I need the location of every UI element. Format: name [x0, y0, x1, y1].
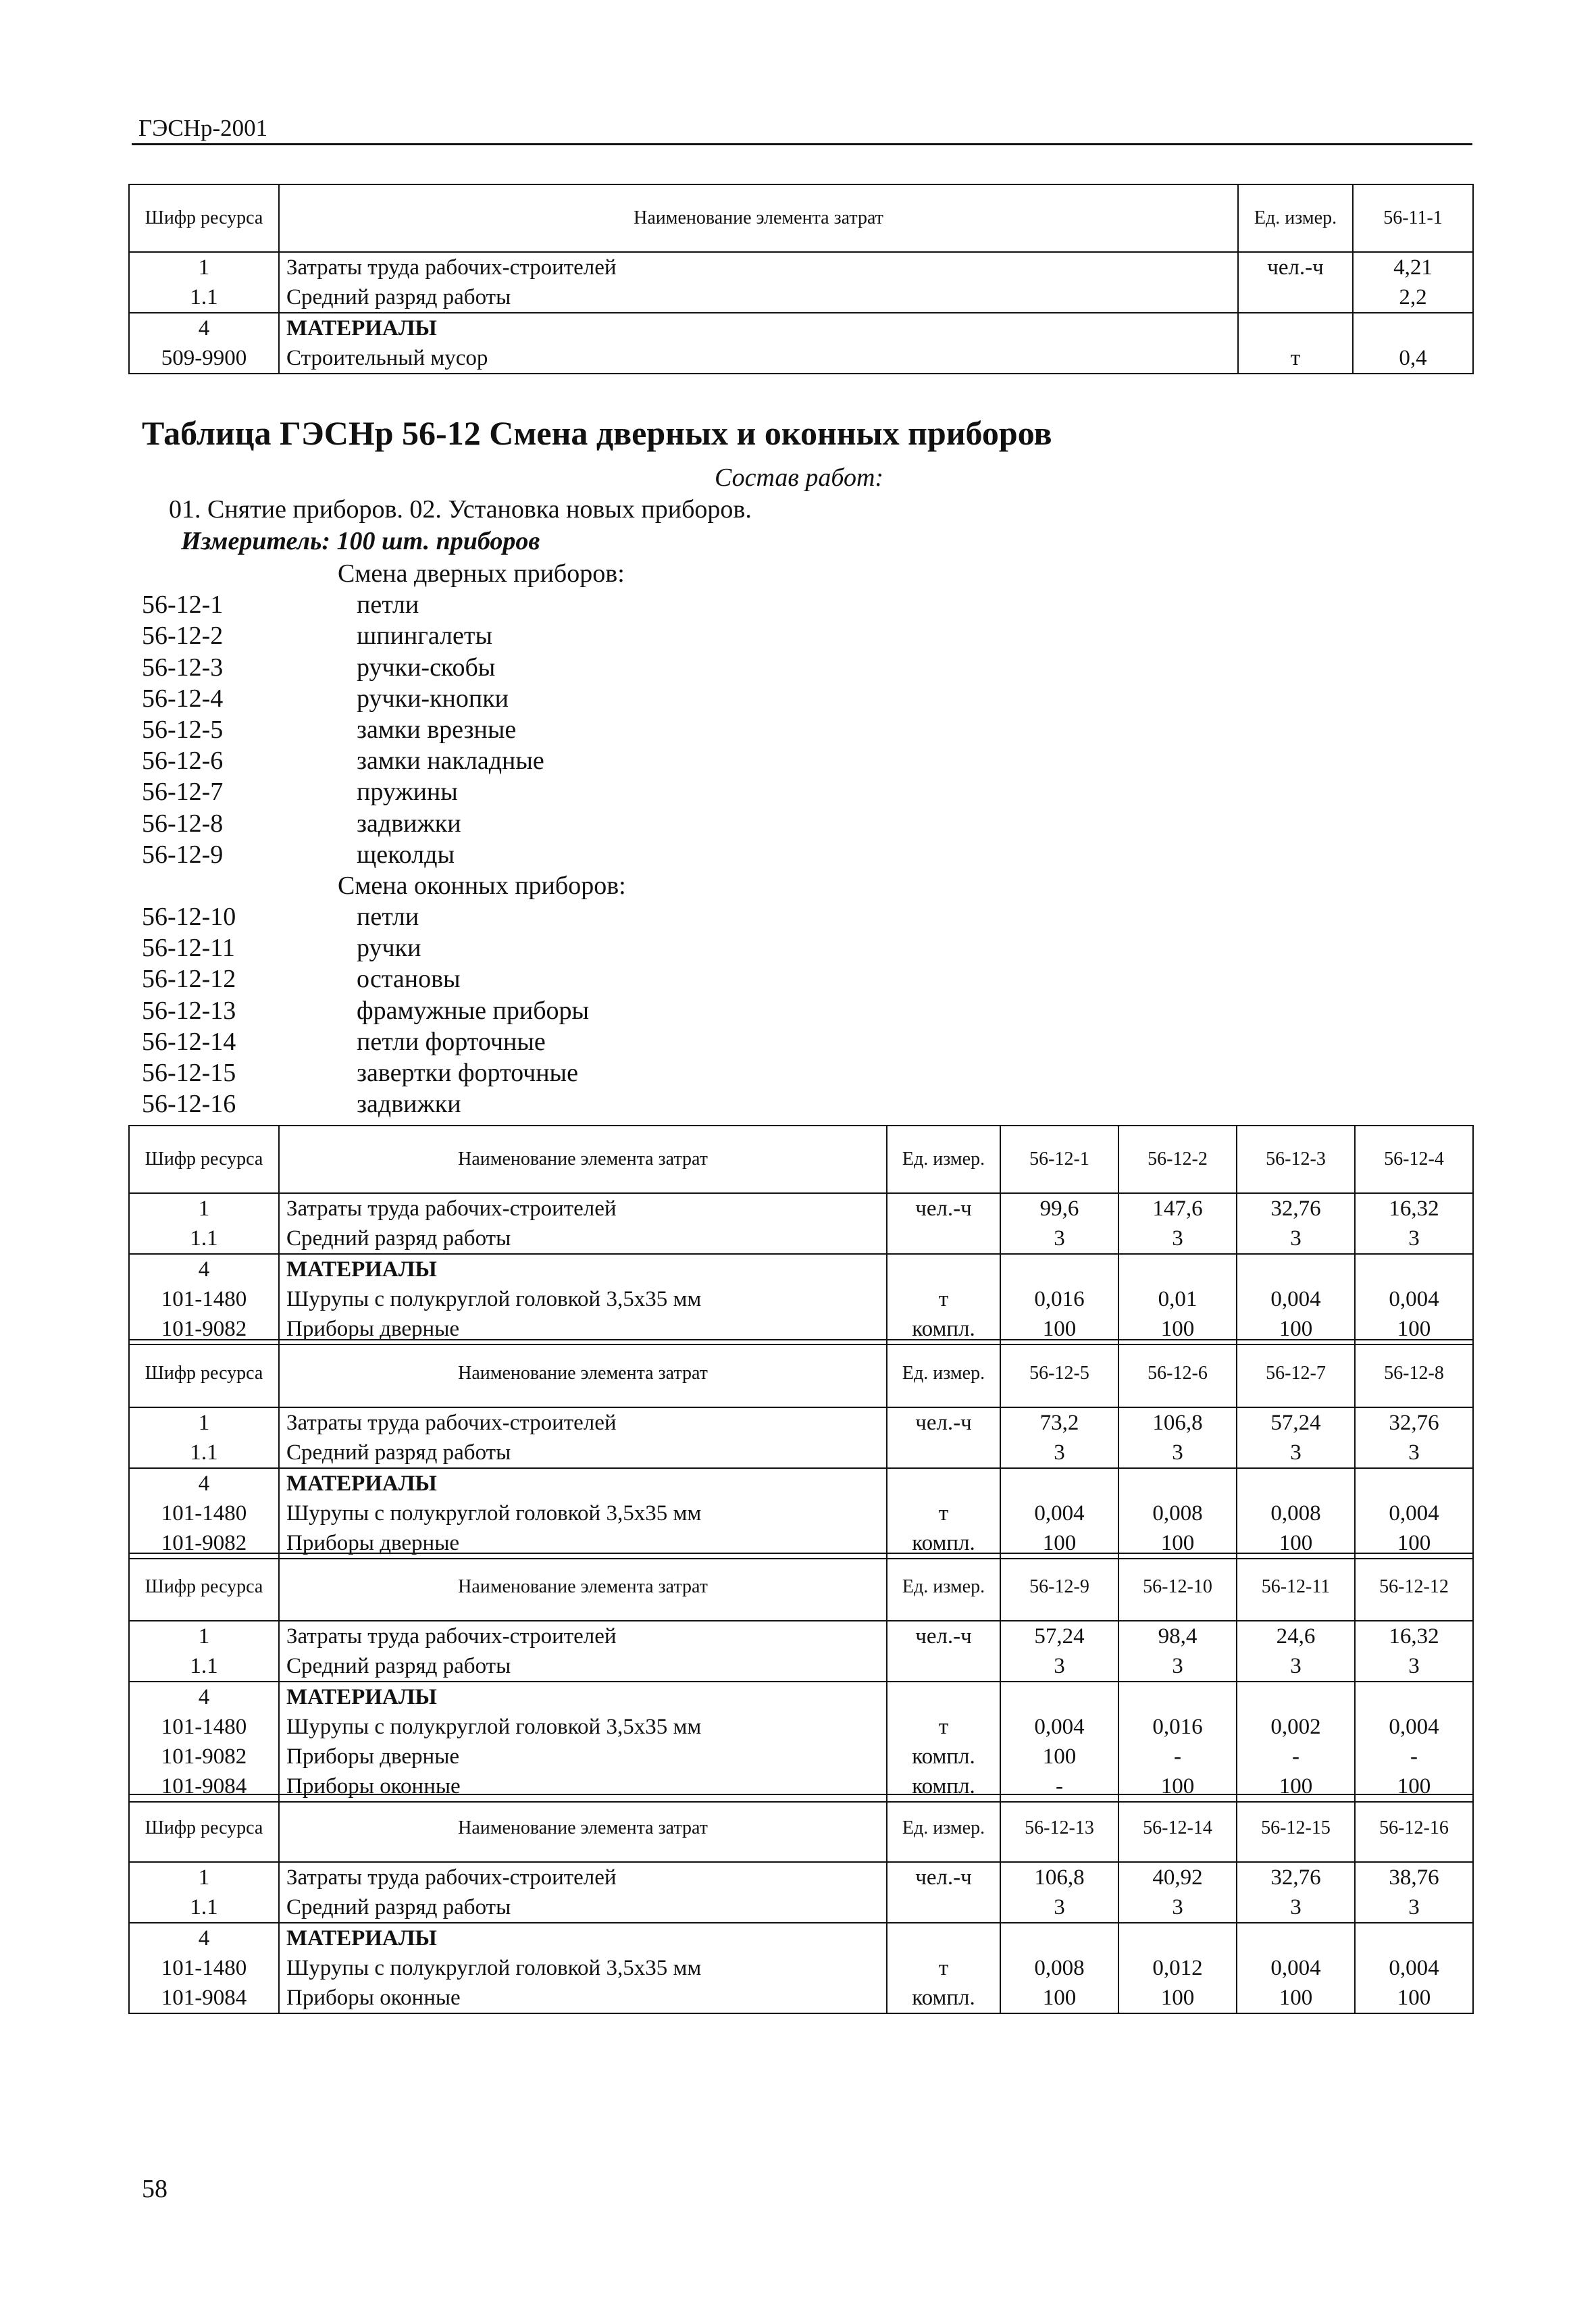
resource-code: 1	[129, 252, 279, 282]
value-cell	[1353, 313, 1473, 343]
item-code: 56-12-3	[142, 653, 224, 682]
value-cell: -	[1000, 1771, 1118, 1802]
item-name: шпингалеты	[357, 622, 493, 651]
table-row	[129, 1923, 1473, 1953]
value-cell: 100	[1118, 1528, 1237, 1559]
name-header: Наименование элемента затрат	[279, 184, 1238, 252]
table-row	[129, 1468, 1473, 1499]
value-cell	[1237, 1254, 1355, 1284]
item-name: ручки-кнопки	[357, 684, 509, 713]
resource-name: Приборы дверные	[279, 1314, 887, 1344]
resource-name: Строительный мусор	[279, 343, 1238, 374]
value-cell: 3	[1237, 1438, 1355, 1468]
value-cell: 0,008	[1237, 1499, 1355, 1528]
resource-code: 101-1480	[129, 1712, 279, 1742]
resource-code: 1.1	[129, 282, 279, 313]
composition-label: Состав работ:	[715, 463, 884, 492]
value-cell: 3	[1000, 1892, 1118, 1923]
value-cell: 0,004	[1355, 1712, 1473, 1742]
section-title: Таблица ГЭСНр 56-12 Смена дверных и оконных приборов	[142, 414, 1052, 452]
item-code: 56-12-5	[142, 715, 224, 744]
resource-name: Средний разряд работы	[279, 282, 1238, 313]
norm-code-header: 56-12-14	[1118, 1794, 1237, 1862]
norm-code-header: 56-11-1	[1353, 184, 1473, 252]
resource-name: Приборы оконные	[279, 1983, 887, 2013]
value-cell: 100	[1000, 1528, 1118, 1559]
norm-code-header: 56-12-5	[1000, 1340, 1118, 1407]
value-cell	[1000, 1682, 1118, 1712]
header-row	[129, 1126, 1473, 1193]
unit: чел.-ч	[887, 1407, 1000, 1438]
value-cell: 3	[1355, 1224, 1473, 1254]
table-row	[129, 1682, 1473, 1712]
value-cell: 100	[1355, 1528, 1473, 1559]
norm-code-header: 56-12-10	[1118, 1553, 1237, 1621]
running-header: ГЭСНр-2001	[138, 115, 268, 141]
resource-name: Затраты труда рабочих-строителей	[279, 252, 1238, 282]
composition-text: 01. Снятие приборов. 02. Установка новых приборов.	[169, 495, 752, 524]
value-cell: 100	[1237, 1983, 1355, 2013]
unit	[887, 1651, 1000, 1682]
resource-name: МАТЕРИАЛЫ	[279, 313, 1238, 343]
table-row	[129, 313, 1473, 343]
item-name: ручки	[357, 934, 421, 963]
resource-code: 1	[129, 1407, 279, 1438]
unit: чел.-ч	[887, 1862, 1000, 1892]
norm-code-header: 56-12-3	[1237, 1126, 1355, 1193]
item-name: петли	[357, 903, 419, 932]
resource-name: Средний разряд работы	[279, 1224, 887, 1254]
unit: чел.-ч	[1238, 252, 1353, 282]
item-code: 56-12-16	[142, 1090, 236, 1119]
value-cell: 0,002	[1237, 1712, 1355, 1742]
table-row	[129, 1742, 1473, 1771]
norm-code-header: 56-12-9	[1000, 1553, 1118, 1621]
item-name: петли форточные	[357, 1027, 546, 1056]
code-header: Шифр ресурса	[129, 1553, 279, 1621]
norm-code-header: 56-12-4	[1355, 1126, 1473, 1193]
item-code: 56-12-12	[142, 965, 236, 994]
value-cell: 100	[1237, 1771, 1355, 1802]
name-header: Наименование элемента затрат	[279, 1553, 887, 1621]
code-header: Шифр ресурса	[129, 1340, 279, 1407]
table-row	[129, 1892, 1473, 1923]
table-row	[129, 1953, 1473, 1983]
table-row	[129, 282, 1473, 313]
item-name: фрамужные приборы	[357, 996, 590, 1025]
value-cell: 3	[1355, 1892, 1473, 1923]
resource-name: Шурупы с полукруглой головкой 3,5х35 мм	[279, 1712, 887, 1742]
value-cell: 32,76	[1237, 1193, 1355, 1224]
resource-code: 4	[129, 1682, 279, 1712]
resource-code: 101-9084	[129, 1983, 279, 2013]
value-cell: 3	[1355, 1438, 1473, 1468]
header-row	[129, 184, 1473, 252]
value-cell: 0,008	[1000, 1953, 1118, 1983]
page-number: 58	[142, 2175, 168, 2203]
value-cell: 106,8	[1118, 1407, 1237, 1438]
resource-name: МАТЕРИАЛЫ	[279, 1682, 887, 1712]
value-cell	[1000, 1923, 1118, 1953]
resource-code: 4	[129, 1468, 279, 1499]
header-row	[129, 1553, 1473, 1621]
norm-code-header: 56-12-6	[1118, 1340, 1237, 1407]
unit: компл.	[887, 1771, 1000, 1802]
item-code: 56-12-7	[142, 778, 224, 807]
value-cell: 40,92	[1118, 1862, 1237, 1892]
value-cell: 38,76	[1355, 1862, 1473, 1892]
value-cell: 32,76	[1237, 1862, 1355, 1892]
norm-code-header: 56-12-12	[1355, 1553, 1473, 1621]
resource-code: 1	[129, 1862, 279, 1892]
resource-code: 4	[129, 313, 279, 343]
table-row	[129, 343, 1473, 374]
value-cell: 0,004	[1355, 1499, 1473, 1528]
cost-table-56-12-1-4	[128, 1125, 1474, 1345]
cost-table-56-11	[128, 184, 1474, 374]
unit: т	[887, 1499, 1000, 1528]
resource-name: Шурупы с полукруглой головкой 3,5х35 мм	[279, 1953, 887, 1983]
value-cell: 3	[1118, 1651, 1237, 1682]
item-code: 56-12-8	[142, 809, 224, 838]
item-name: замки врезные	[357, 715, 517, 744]
value-cell: 3	[1118, 1892, 1237, 1923]
norm-code-header: 56-12-1	[1000, 1126, 1118, 1193]
unit-header: Ед. измер.	[887, 1553, 1000, 1621]
norm-code-header: 56-12-7	[1237, 1340, 1355, 1407]
resource-code: 4	[129, 1923, 279, 1953]
value-cell: 100	[1237, 1314, 1355, 1344]
value-cell: 57,24	[1000, 1621, 1118, 1651]
value-cell: 3	[1000, 1438, 1118, 1468]
resource-name: Затраты труда рабочих-строителей	[279, 1862, 887, 1892]
resource-code: 1.1	[129, 1892, 279, 1923]
table-row	[129, 1193, 1473, 1224]
value-cell: 100	[1000, 1314, 1118, 1344]
code-header: Шифр ресурса	[129, 184, 279, 252]
group-label: Смена оконных приборов:	[338, 871, 626, 900]
resource-name: Шурупы с полукруглой головкой 3,5х35 мм	[279, 1499, 887, 1528]
item-code: 56-12-1	[142, 590, 224, 620]
cost-table-body	[129, 184, 1473, 374]
item-code: 56-12-10	[142, 903, 236, 932]
norm-code-header: 56-12-15	[1237, 1794, 1355, 1862]
value-cell	[1000, 1468, 1118, 1499]
unit	[887, 1224, 1000, 1254]
resource-name: Средний разряд работы	[279, 1438, 887, 1468]
unit	[887, 1468, 1000, 1499]
norm-code-header: 56-12-13	[1000, 1794, 1118, 1862]
value-cell: 0,004	[1355, 1284, 1473, 1314]
resource-code: 101-9082	[129, 1528, 279, 1559]
unit	[1238, 313, 1353, 343]
value-cell: 3	[1237, 1892, 1355, 1923]
resource-name: Средний разряд работы	[279, 1651, 887, 1682]
unit: т	[887, 1712, 1000, 1742]
value-cell: 0,004	[1355, 1953, 1473, 1983]
resource-name: Затраты труда рабочих-строителей	[279, 1621, 887, 1651]
value-cell	[1118, 1468, 1237, 1499]
unit-header: Ед. измер.	[1238, 184, 1353, 252]
unit	[1238, 282, 1353, 313]
code-header: Шифр ресурса	[129, 1126, 279, 1193]
value-cell: 100	[1118, 1771, 1237, 1802]
value-cell	[1355, 1254, 1473, 1284]
unit-header: Ед. измер.	[887, 1794, 1000, 1862]
item-name: остановы	[357, 965, 461, 994]
item-name: завертки форточные	[357, 1059, 578, 1087]
value-cell: 0,004	[1000, 1712, 1118, 1742]
value-cell: -	[1118, 1742, 1237, 1771]
resource-code: 101-1480	[129, 1284, 279, 1314]
norm-code-header: 56-12-2	[1118, 1126, 1237, 1193]
unit: т	[887, 1953, 1000, 1983]
resource-name: МАТЕРИАЛЫ	[279, 1254, 887, 1284]
value-cell	[1237, 1468, 1355, 1499]
value-cell: 24,6	[1237, 1621, 1355, 1651]
value-cell: 3	[1118, 1438, 1237, 1468]
unit: компл.	[887, 1314, 1000, 1344]
cost-table-56-12-9-12	[128, 1553, 1474, 1803]
resource-code: 1.1	[129, 1224, 279, 1254]
item-code: 56-12-14	[142, 1027, 236, 1056]
value-cell	[1355, 1682, 1473, 1712]
unit: т	[887, 1284, 1000, 1314]
table-row	[129, 1254, 1473, 1284]
cost-table-56-12-5-8	[128, 1339, 1474, 1559]
value-cell	[1237, 1923, 1355, 1953]
resource-name: Приборы оконные	[279, 1771, 887, 1802]
table-row	[129, 1862, 1473, 1892]
unit	[887, 1923, 1000, 1953]
value-cell: 3	[1237, 1651, 1355, 1682]
table-row	[129, 1224, 1473, 1254]
resource-code: 1.1	[129, 1438, 279, 1468]
value-cell	[1118, 1254, 1237, 1284]
meter-line: Измеритель: 100 шт. приборов	[181, 527, 540, 555]
resource-code: 101-1480	[129, 1499, 279, 1528]
name-header: Наименование элемента затрат	[279, 1340, 887, 1407]
value-cell: 0,008	[1118, 1499, 1237, 1528]
resource-name: Средний разряд работы	[279, 1892, 887, 1923]
unit	[887, 1682, 1000, 1712]
unit-header: Ед. измер.	[887, 1340, 1000, 1407]
table-row	[129, 1712, 1473, 1742]
item-code: 56-12-15	[142, 1059, 236, 1087]
value-cell: 100	[1355, 1771, 1473, 1802]
unit-header: Ед. измер.	[887, 1126, 1000, 1193]
table-row	[129, 1499, 1473, 1528]
name-header: Наименование элемента затрат	[279, 1126, 887, 1193]
value-cell: 99,6	[1000, 1193, 1118, 1224]
resource-code: 1	[129, 1193, 279, 1224]
unit: чел.-ч	[887, 1193, 1000, 1224]
value-cell: 4,21	[1353, 252, 1473, 282]
resource-code: 1	[129, 1621, 279, 1651]
table-row	[129, 1438, 1473, 1468]
value-cell: 98,4	[1118, 1621, 1237, 1651]
table-row	[129, 1983, 1473, 2013]
value-cell: -	[1237, 1742, 1355, 1771]
value-cell: 3	[1237, 1224, 1355, 1254]
value-cell: 57,24	[1237, 1407, 1355, 1438]
header-row	[129, 1340, 1473, 1407]
item-name: задвижки	[357, 809, 461, 838]
unit	[887, 1438, 1000, 1468]
value-cell: 0,004	[1237, 1284, 1355, 1314]
header-row	[129, 1794, 1473, 1862]
item-name: замки накладные	[357, 747, 544, 776]
value-cell: 147,6	[1118, 1193, 1237, 1224]
resource-name: МАТЕРИАЛЫ	[279, 1923, 887, 1953]
value-cell: 100	[1237, 1528, 1355, 1559]
item-code: 56-12-2	[142, 622, 224, 651]
value-cell: 3	[1118, 1224, 1237, 1254]
value-cell: 100	[1355, 1314, 1473, 1344]
value-cell: 0,01	[1118, 1284, 1237, 1314]
value-cell: 0,4	[1353, 343, 1473, 374]
item-code: 56-12-4	[142, 684, 224, 713]
unit: компл.	[887, 1528, 1000, 1559]
value-cell: 100	[1000, 1983, 1118, 2013]
item-name: пружины	[357, 778, 458, 807]
value-cell: 16,32	[1355, 1193, 1473, 1224]
unit: компл.	[887, 1983, 1000, 2013]
value-cell: 100	[1000, 1742, 1118, 1771]
resource-name: Затраты труда рабочих-строителей	[279, 1193, 887, 1224]
table-row	[129, 252, 1473, 282]
value-cell	[1237, 1682, 1355, 1712]
value-cell: 100	[1118, 1983, 1237, 2013]
value-cell: 0,004	[1000, 1499, 1118, 1528]
resource-code: 1.1	[129, 1651, 279, 1682]
table-row	[129, 1621, 1473, 1651]
value-cell: 0,004	[1237, 1953, 1355, 1983]
value-cell: 3	[1000, 1224, 1118, 1254]
unit: чел.-ч	[887, 1621, 1000, 1651]
value-cell: -	[1355, 1742, 1473, 1771]
value-cell	[1355, 1923, 1473, 1953]
cost-table-56-12-13-16	[128, 1794, 1474, 2014]
value-cell: 0,016	[1000, 1284, 1118, 1314]
code-header: Шифр ресурса	[129, 1794, 279, 1862]
item-name: петли	[357, 590, 419, 620]
value-cell: 73,2	[1000, 1407, 1118, 1438]
norm-code-header: 56-12-16	[1355, 1794, 1473, 1862]
value-cell: 106,8	[1000, 1862, 1118, 1892]
value-cell: 100	[1355, 1983, 1473, 2013]
value-cell	[1118, 1682, 1237, 1712]
value-cell	[1118, 1923, 1237, 1953]
item-code: 56-12-11	[142, 934, 235, 963]
group-label: Смена дверных приборов:	[338, 559, 625, 588]
table-row	[129, 1407, 1473, 1438]
resource-name: МАТЕРИАЛЫ	[279, 1468, 887, 1499]
table-row	[129, 1284, 1473, 1314]
item-name: щеколды	[357, 840, 455, 869]
resource-name: Шурупы с полукруглой головкой 3,5х35 мм	[279, 1284, 887, 1314]
resource-code: 101-1480	[129, 1953, 279, 1983]
norm-code-header: 56-12-11	[1237, 1553, 1355, 1621]
value-cell: 100	[1118, 1314, 1237, 1344]
resource-name: Затраты труда рабочих-строителей	[279, 1407, 887, 1438]
unit	[887, 1892, 1000, 1923]
item-name: задвижки	[357, 1090, 461, 1119]
item-name: ручки-скобы	[357, 653, 496, 682]
value-cell: 0,016	[1118, 1712, 1237, 1742]
item-code: 56-12-6	[142, 747, 224, 776]
resource-code: 101-9082	[129, 1742, 279, 1771]
unit: компл.	[887, 1742, 1000, 1771]
value-cell: 32,76	[1355, 1407, 1473, 1438]
resource-code: 101-9084	[129, 1771, 279, 1802]
header-rule	[132, 143, 1472, 145]
value-cell: 0,012	[1118, 1953, 1237, 1983]
table-row	[129, 1651, 1473, 1682]
value-cell: 2,2	[1353, 282, 1473, 313]
unit: т	[1238, 343, 1353, 374]
name-header: Наименование элемента затрат	[279, 1794, 887, 1862]
item-code: 56-12-13	[142, 996, 236, 1025]
norm-code-header: 56-12-8	[1355, 1340, 1473, 1407]
resource-name: Приборы дверные	[279, 1742, 887, 1771]
value-cell: 3	[1355, 1651, 1473, 1682]
unit	[887, 1254, 1000, 1284]
resource-code: 509-9900	[129, 343, 279, 374]
resource-code: 4	[129, 1254, 279, 1284]
resource-code: 101-9082	[129, 1314, 279, 1344]
value-cell: 16,32	[1355, 1621, 1473, 1651]
resource-name: Приборы дверные	[279, 1528, 887, 1559]
value-cell: 3	[1000, 1651, 1118, 1682]
value-cell	[1000, 1254, 1118, 1284]
item-code: 56-12-9	[142, 840, 224, 869]
value-cell	[1355, 1468, 1473, 1499]
